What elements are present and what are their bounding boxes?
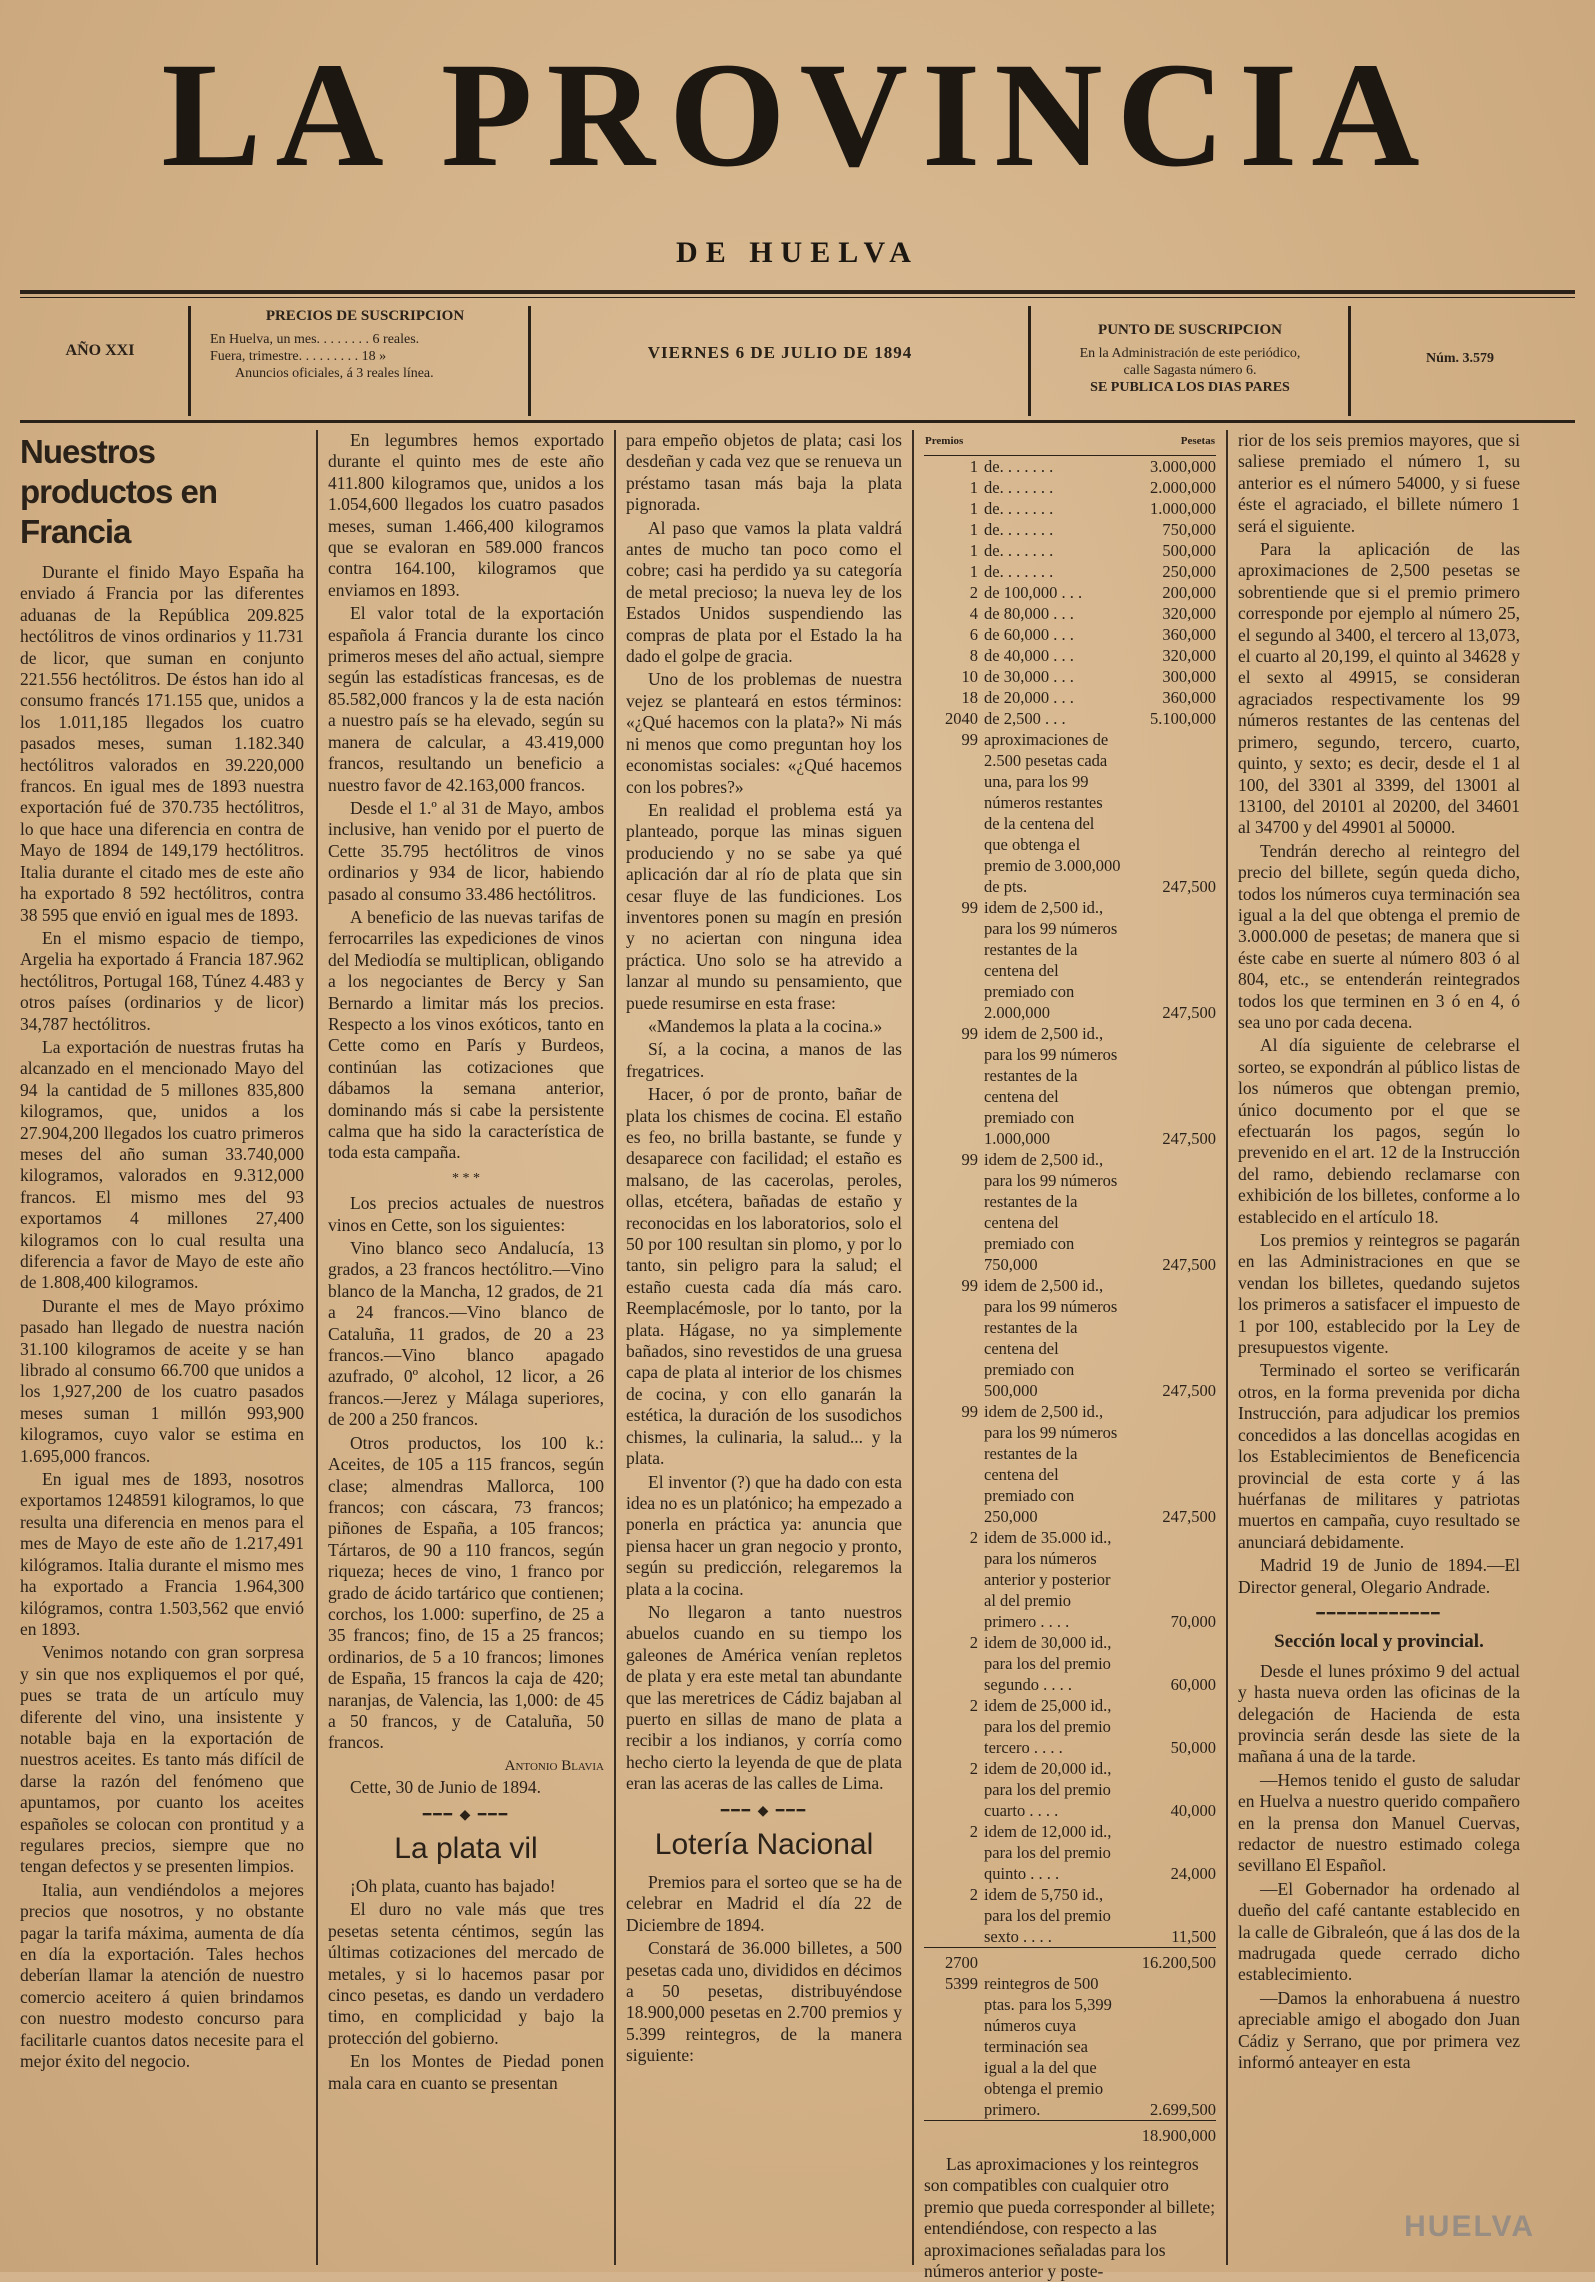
paragraph: Terminado el sorteo se verificarán otros, en la forma prevenida por dicha Instrucción, para adjudicar los premios concedidos a las doncellas acogidas en los Establecimientos de Beneficencia provincial de esta corte y á las huérfanas de militares y patriotas muertos en campaña, cuyo resultado se anunciará debidamente. [1238,1360,1520,1552]
prize-count: 1 [969,478,978,497]
column-3 [626,430,902,2265]
subscription-heading: PRECIOS DE SUSCRIPCION [265,308,465,324]
table-row [924,645,1216,666]
prize-amount: 3.000,000 [1150,457,1216,476]
prize-amount: 70,000 [1170,1612,1216,1631]
paragraph: En legumbres hemos exportado durante el quinto mes de este año 411.800 kilogramos que, unidos a los 1.054,600 llegados los cuatro pasados meses, suman 1.466,400 kilogramos que se evaloran en 589.000 francos contra 164.100, kilogramos que enviamos en 1893. [328,430,604,600]
reintegros-amount: 2.699,500 [1150,2100,1216,2119]
prize-amount: 200,000 [1162,583,1216,602]
article-title-products: Nuestros productos en Francia [20,433,218,550]
prize-amount: 250,000 [1162,562,1216,581]
prize-description: idem de 35.000 id., para los números anterior y posterior al del premio primero . . . . [984,1528,1112,1631]
column-separator [1226,430,1228,2265]
column-separator [316,430,318,2265]
issue-date: VIERNES 6 DE JULIO DE 1894 [647,343,913,362]
prize-count: 18 [961,688,978,707]
prize-amount: 40,000 [1170,1801,1216,1820]
article-author: Antonio Blavia [504,1757,604,1774]
paragraph: En los Montes de Piedad ponen mala cara en cuanto se presentan [328,2051,604,2093]
paragraph: Al paso que vamos la plata valdrá antes de mucho tan poco como el cobre; casi ha perdido ya su categoría de metal precioso; la nueva ley de los Estados Unidos suspendiendo las compras de plata por el Estado la ha dado el golpe de gracia. [626,517,902,667]
table-row [924,1023,1216,1149]
point-line: calle Sagasta número 6. [1123,363,1257,378]
table-row-reintegros [924,1973,1216,2121]
paragraph: Desde el 1.º al 31 de Mayo, ambos inclusive, han venido por el puerto de Cette 35.795 hectólitros de vinos ordinarios y 934 de licor, habiendo pasado al consumo 33.486 hectólitros. [328,797,604,904]
paragraph: Otros productos, los 100 k.: Aceites, de 105 a 115 francos, según clase; almendras Mallorca, 100 francos; con cáscara, 73 francos; piñones de España, a 105 francos; Tártaros, de 90 a 110 francos, según riqueza; heces de vino, 1 franco por grado de ácido tartárico que contienen; corchos, los 1.000: superfino, de 25 a 35 francos; fino, de 15 a 25 francos; ordinarios, de 5 a 10 francos; limones de España, 15 francos la caja de 420; naranjas, de Valencia, las 1,000: de 45 a 50 francos, y de Cataluña, 50 francos. [328,1432,604,1753]
table-row [924,1401,1216,1527]
column-5 [1238,430,1520,2265]
prize-amount: 247,500 [1162,1255,1216,1274]
prize-amount: 247,500 [1162,1129,1216,1148]
column-2 [328,430,604,2265]
prize-description: idem de 12,000 id., para los del premio quinto . . . . [984,1822,1112,1883]
prize-count: 1 [969,457,978,476]
table-row [924,1149,1216,1275]
paragraph: Desde el lunes próximo 9 del actual y hasta nueva orden las oficinas de la delegación de Hacienda de esta provincia serán desde las siete de la mañana á una de la tarde. [1238,1660,1520,1767]
prize-count: 99 [961,1150,978,1169]
prize-amount: 320,000 [1162,604,1216,623]
paragraph: Durante el mes de Mayo próximo pasado han llegado de nuestra nación 31.100 kilogramos de aceite y se han librado al consumo 66.700 que unidos a los 1,927,200 de los cuatro pasados meses suman 1 millón 993,900 kilogramos, cuyo valor se estima en 1.695,000 francos. [20,1295,304,1466]
paragraph: Los precios actuales de nuestros vinos en Cette, son los siguientes: [328,1193,604,1235]
prize-description: aproximaciones de 2.500 pesetas cada una, para los 99 números restantes de la centena del que obtenga el premio de 3.000,000 de pts. [984,730,1121,896]
paragraph: ¡Oh plata, cuanto has bajado! [350,1876,556,1896]
table-row [924,1884,1216,1948]
table-row [924,1275,1216,1401]
table-row [924,456,1216,478]
table-row [924,561,1216,582]
prize-description: idem de 30,000 id., para los del premio segundo . . . . [984,1633,1112,1694]
paragraph: —Damos la enhorabuena á nuestro apreciable amigo el abogado don Juan Cádiz y Serrano, que por primera vez informó anteayer en esta [1238,1987,1520,2073]
prize-amount: 360,000 [1162,688,1216,707]
paragraph: —El Gobernador ha ordenado al dueño del café cantante establecido en la calle de Gibraleón, que á las dos de la madrugada quede cerrado dicho establecimiento. [1238,1878,1520,1985]
paragraph: Venimos notando con gran sorpresa y sin que nos expliquemos el por qué, pues se trata de un artículo muy diferente del vino, una insistente y notable baja en la exportación de nuestros aceites. Es tanto más difícil de darse la razón del fenómeno que apuntamos, por cuanto los aceites españoles se colocan con prontitud y a regulares precios, siempre que no tengan defectos y se presenten limpios. [20,1642,304,1877]
prize-description: idem de 25,000 id., para los del premio tercero . . . . [984,1696,1112,1757]
prize-amount: 2.000,000 [1150,478,1216,497]
dateline: Cette, 30 de Junio de 1894. [350,1777,542,1798]
prize-count: 2 [969,1885,978,1904]
watermark-logo: HUELVA [1404,2210,1535,2243]
table-row [924,1695,1216,1758]
prize-rows [924,456,1216,1948]
year-label: AÑO XXI [65,342,135,359]
prize-description: idem de 2,500 id., para los 99 números restantes de la centena del premiado con 2.000,000 [984,898,1118,1022]
prize-description: de. . . . . . . [984,562,1054,581]
paragraph: A beneficio de las nuevas tarifas de ferrocarriles las expediciones de vinos del Mediodía se multiplican, obligando a los negociantes de Bercy y San Bernardo a limitar más los precios. Respecto a los vinos exóticos, tanto en Cette como en París y Burdeos, continúan las cotizaciones que dábamos la semana anterior, dominando más si cabe la persistente calma que ha sido la característica de toda esta campaña. [328,906,604,1163]
section-stars: * * * [452,1170,480,1186]
paragraph: para empeño objetos de plata; casi los desdeñan y cada vez que se renueva un préstamo tasan más baja la plata pignorada. [626,430,902,515]
prize-description: de 30,000 . . . [984,667,1074,686]
table-row [924,1632,1216,1695]
top-rule-thin [20,297,1575,298]
prize-description: de 2,500 . . . [984,709,1066,728]
masthead-title: LA PROVINCIA [161,32,1434,198]
paragraph: Las aproximaciones y los reintegros son compatibles con cualquier otro premio que pueda corresponder al billete; entendiéndose, con respecto a las aproximaciones señaladas para los números anterior y poste- [924,2154,1216,2282]
signature: Madrid 19 de Junio de 1894.—El Director general, Olegario Andrade. [1238,1555,1520,1597]
prize-count: 99 [961,730,978,749]
table-row [924,498,1216,519]
grand-total: 18.900,000 [1121,2121,1216,2147]
prize-table [924,430,1216,2146]
table-row [924,687,1216,708]
table-row [924,1821,1216,1884]
prize-amount: 500,000 [1162,541,1216,560]
prize-count: 99 [961,1276,978,1295]
table-row [924,582,1216,603]
table-header-premios: Premios [924,430,1121,456]
prize-description: de. . . . . . . [984,478,1054,497]
prize-amount: 247,500 [1162,1381,1216,1400]
paragraph: En igual mes de 1893, nosotros exportamos 1248591 kilogramos, lo que resulta una diferencia en menos para el mes de Mayo de este año de 1.217,491 kilógramos. Italia durante el mismo mes ha exportado a Francia 1.964,300 kilógramos, contra 1.503,562 que envió en 1893. [20,1469,304,1639]
column-4 [924,430,1216,2282]
top-rule [20,290,1575,294]
column-separator [614,430,616,2265]
prize-count: 10 [961,667,978,686]
total-amount: 16.200,500 [1121,1948,1216,1974]
section-title-local: Sección local y provincial. [1274,1631,1484,1653]
prize-count: 2 [969,1696,978,1715]
subscription-prices [210,300,520,428]
info-bar [20,300,1575,420]
prize-count: 2 [969,1759,978,1778]
ornament-divider: ━━━ ◆ ━━━ [720,1803,808,1819]
paragraph: Uno de los problemas de nuestra vejez se planteará en estos términos: «¿Qué hacemos con la plata?» Ni más ni menos que como preguntan hoy los economistas sociales: «¿Qué hacemos con los pobres?» [626,669,902,797]
prize-amount: 50,000 [1170,1738,1216,1757]
prize-description: de 40,000 . . . [984,646,1074,665]
paragraph: Tendrán derecho al reintegro del precio del billete, según queda dicho, todos los números cuya terminación sea igual a la del que obtenga el premio de 3.000.000 de pesetas; de manera que si éste cabe en suerte al número 803 ó al 804, etc., se entenderán reintegrados todos los que terminen en 3 ó en 4, ó sea uno por cada decena. [1238,840,1520,1032]
table-row [924,477,1216,498]
prize-count: 1 [969,520,978,539]
table-row [924,624,1216,645]
paragraph: Hacer, ó por de pronto, bañar de plata los chismes de cocina. El estaño es feo, no brilla bastante, se funde y desaparece con facilidad; el estaño es malsano, de las cacerolas, peroles, ollas, etcétera, bañadas de estaño y reconocidas en los laboratorios, solo el 50 por 100 resultan sin plomo, y por lo tanto, sin peligro para la salud; el estaño cuesta cada día más caro. Reemplacémosle, por lo tanto, por la plata. Hágase, no ya simplemente bañados, sino revestidos de una gruesa capa de plata al interior de los chismes de cocina, y con ello ganarán la estética, la duración de los susodichos chismes, la culinaria, la salud... y la plata. [626,1084,902,1469]
info-separator [1028,306,1031,416]
paragraph: —Hemos tenido el gusto de saludar en Huelva a nuestro querido compañero en la prensa don Manuel Cuervas, redactor de nuestro estimado colega sevillano El Español. [1238,1769,1520,1876]
prize-description: idem de 20,000 id., para los del premio cuarto . . . . [984,1759,1112,1820]
prize-count: 1 [969,562,978,581]
prize-amount: 750,000 [1162,520,1216,539]
prize-description: idem de 2,500 id., para los 99 números restantes de la centena del premiado con 1.000,000 [984,1024,1118,1148]
prize-amount: 360,000 [1162,625,1216,644]
prize-description: idem de 2,500 id., para los 99 números restantes de la centena del premiado con 250,000 [984,1402,1118,1526]
paragraph: Vino blanco seco Andalucía, 13 grados, a 23 francos hectólitro.—Vino blanco de la Mancha, 12 grados, de 21 a 24 francos.—Vino blanco de Cataluña, 11 grados, de 20 a 23 francos.—Vino blanco apagado azufrado, 0º alcohol, 12 licor, a 26 francos.—Jerez y Málaga superiores, de 200 a 250 francos. [328,1238,604,1430]
paragraph: Los premios y reintegros se pagarán en las Administraciones en que se vendan los billetes, quedando sujetos los primeros a satisfacer el impuesto de 1 por 100, establecido por la Ley de presupuestos vigente. [1238,1230,1520,1358]
prize-description: de 80,000 . . . [984,604,1074,623]
prize-count: 1 [969,499,978,518]
subscription-line: Fuera, trimestre. . . . . . . . . 18 » [210,349,387,364]
prize-description: de 20,000 . . . [984,688,1074,707]
prize-count: 1 [969,541,978,560]
column-separator [912,430,914,2265]
table-row [924,666,1216,687]
prize-amount: 320,000 [1162,646,1216,665]
prize-amount: 1.000,000 [1150,499,1216,518]
prize-count: 99 [961,1402,978,1421]
paragraph: Italia, aun vendiéndolos a mejores precios que nosotros, y no obstante pagar la tarifa máxima, aumenta de día en día la exportación. Tales hechos deberían llamar la atención de nuestro comercio aceitero á quien brindamos con nuestro modesto concurso para facilitarle cuantos datos necesite para el mejor éxito del negocio. [20,1879,304,2072]
table-row [924,1758,1216,1821]
paragraph: «Mandemos la plata a la cocina.» [648,1015,883,1036]
issue-number: Núm. 3.579 [1425,351,1495,366]
prize-description: idem de 5,750 id., para los del premio sexto . . . . [984,1885,1111,1946]
paragraph: El inventor (?) que ha dado con esta idea no es un platónico; ha empezado a ponerla en práctica ya: anuncia que piensa hacer un gran negocio y pronto, según su predicción, relegaremos la plata a la cocina. [626,1471,902,1599]
article-title-loteria: Lotería Nacional [654,1828,874,1861]
paragraph: Al día siguiente de celebrarse el sorteo, se expondrán al público listas de los números que obtengan premio, único documento por el que se efectuarán los pagos, según lo prevenido en el art. 12 de la Instrucción del ramo, debiendo reclamarse con exhibición de los billetes, conforme a lo establecido en el artículo 18. [1238,1035,1520,1227]
table-header-pesetas: Pesetas [1121,430,1216,456]
ornament-divider: ━━━ ◆ ━━━ [422,1807,510,1823]
prize-description: de. . . . . . . [984,541,1054,560]
prize-description: idem de 2,500 id., para los 99 números restantes de la centena del premiado con 500,000 [984,1276,1118,1400]
prize-count: 2040 [945,709,978,728]
prize-count: 2 [969,1822,978,1841]
prize-count: 2 [969,1633,978,1652]
prize-description: de. . . . . . . [984,499,1054,518]
prize-amount: 60,000 [1170,1675,1216,1694]
column-1 [20,430,304,2265]
prize-description: de 100,000 . . . [984,583,1083,602]
paragraph: rior de los seis premios mayores, que si saliese premiado el número 1, su anterior es el número 54000, y si fuese éste el agraciado, el billete número 1 será el siguiente. [1238,430,1520,536]
paragraph: La exportación de nuestras frutas ha alcanzado en el mencionado Mayo del 94 la cantidad de 5 millones 835,800 kilogramos, que, unidos a los 27.904,200 llegados los cuatro primeros meses del año suman 33.740,000 kilogramos, valorados en 9.312,000 francos. El mismo mes del 93 exportamos 4 millones 27,400 kilogramos con lo cual resulta una diferencia a favor de Mayo de este año de 1.808,400 kilogramos. [20,1036,304,1293]
prize-amount: 11,500 [1171,1927,1216,1946]
prize-description: idem de 2,500 id., para los 99 números restantes de la centena del premiado con 750,000 [984,1150,1118,1274]
ornament-divider: ━━━━━━━━━━━━ [1316,1606,1442,1622]
article-title-plata: La plata vil [394,1832,538,1865]
paragraph: El valor total de la exportación española á Francia durante los cinco primeros meses del año actual, siempre según las estadísticas francesas, es de 85.582,000 francos y la de esta nación a nuestro país se ha elevado, según su manera de calcular, a 43.419,000 francos, resultando un beneficio a nuestro favor de 42.163,000 francos. [328,603,604,795]
point-heading: PUNTO DE SUSCRIPCION [1098,322,1282,338]
prize-count: 99 [961,1024,978,1043]
info-separator [1348,306,1351,416]
paragraph: En realidad el problema está ya planteado, porque las minas siguen produciendo y no se sabe ya qué aplicación dar al río de plata que sin cesar fluye de las fundiciones. Los inventores ponen su magín en presión y no aciertan con ninguna idea práctica. Uno solo se ha atrevido a lanzar al mundo su pensamiento, que puede resumirse en esta frase: [626,799,902,1013]
prize-amount: 5.100,000 [1150,709,1216,728]
reintegros-count: 5399 [945,1974,978,1993]
table-row-grand-total [924,2121,1216,2147]
prize-amount: 247,500 [1162,1003,1216,1022]
paragraph: El duro no vale más que tres pesetas setenta céntimos, según las últimas cotizaciones del mercado de metales, y si lo hacemos pasar por cinco pesetas, es dando un verdadero timo, en complicidad y bajo la protección del gobierno. [328,1899,604,2048]
table-row [924,708,1216,729]
prize-amount: 24,000 [1170,1864,1216,1883]
prize-count: 8 [969,646,978,665]
bottom-rule [20,420,1575,423]
prize-count: 2 [969,583,978,602]
table-row [924,603,1216,624]
prize-description: de. . . . . . . [984,520,1054,539]
prize-amount: 247,500 [1162,1507,1216,1526]
info-separator [188,306,191,416]
paragraph: No llegaron a tanto nuestros abuelos cuando en su tiempo los galeones de América venían repletos de plata y era este metal tan abundante que las meretrices de Cádiz bajaban al puerto en sillas de mano de plata a recibir a los indianos, y corría como hecho cierto la leyenda de que de plata eran las aceras de las calles de Lima. [626,1601,902,1794]
masthead-subtitle: DE HUELVA [676,236,919,269]
subscription-line: Anuncios oficiales, á 3 reales línea. [235,366,434,381]
table-row [924,540,1216,561]
total-count: 2700 [924,1948,984,1974]
paragraph: En el mismo espacio de tiempo, Argelia ha exportado á Francia 187.962 hectólitros, Portugal 168, Túnez 4.483 y otros países (ordinarios y de licor) 34,787 hectólitros. [20,927,304,1034]
table-row [924,519,1216,540]
table-row [924,729,1216,897]
prize-count: 99 [961,898,978,917]
info-separator [528,306,531,416]
paragraph: Durante el finido Mayo España ha enviado á Francia por las diferentes aduanas de la República 209.825 hectólitros de vinos ordinarios y 11.731 de licor, que suman en conjunto 221.556 hectólitros. De éstos han ido al consumo francés 171.155 que, unidos a los 1.011,185 llegados los cuatro pasados meses, suman 1.182.340 hectólitros valorados en 39.220,000 francos. En igual mes de 1893 nuestra exportación fué de 370.735 hectólitros, lo que hace una diferencia en contra de Mayo de 1894 de 149,179 hectólitros. Italia durante el citado mes de este año ha exportado 8 592 hectólitros, contra 38 595 que envió en igual mes de 1893. [20,562,304,925]
prize-amount: 300,000 [1162,667,1216,686]
paragraph: Constará de 36.000 billetes, a 500 pesetas cada uno, divididos en décimos a 50 pesetas, distribuyéndose 18.900,000 pesetas en 2.700 premios y 5.399 reintegros, de la manera siguiente: [626,1938,902,2066]
prize-amount: 247,500 [1162,877,1216,896]
paragraph: Premios para el sorteo que se ha de celebrar en Madrid el día 22 de Diciembre de 1894. [626,1872,902,1935]
prize-count: 4 [969,604,978,623]
subscription-line: En Huelva, un mes. . . . . . . . 6 reales. [210,332,420,347]
publication-days: SE PUBLICA LOS DIAS PARES [1090,380,1290,395]
prize-description: de. . . . . . . [984,457,1054,476]
prize-count: 2 [969,1528,978,1547]
table-row [924,897,1216,1023]
prize-description: de 60,000 . . . [984,625,1074,644]
prize-count: 6 [969,625,978,644]
paragraph: Sí, a la cocina, a manos de las fregatrices. [626,1039,902,1081]
point-line: En la Administración de este periódico, [1079,346,1301,361]
table-row-total [924,1948,1216,1974]
table-row [924,1527,1216,1632]
paragraph: Para la aplicación de las aproximaciones de 2,500 pesetas se sobrentiende que si el premio primero corresponde por ejemplo al número 25, el segundo al 3400, el tercero al 13,073, el cuarto al 20,199, el quinto al 34628 y el sexto al 49915, se consideran agraciados respectivamente los 99 números restantes de las centenas del primero, segundo, tercero, cuarto, quinto, y sexto; es decir, desde el 1 al 100, del 3301 al 3399, del 13001 al 13100, del 20101 al 20200, del 34601 al 34700 y del 49901 al 50000. [1238,539,1520,838]
reintegros-desc: reintegros de 500 ptas. para los 5,399 números cuya terminación sea igual a la del que obtenga el premio primero. [984,1974,1112,2119]
